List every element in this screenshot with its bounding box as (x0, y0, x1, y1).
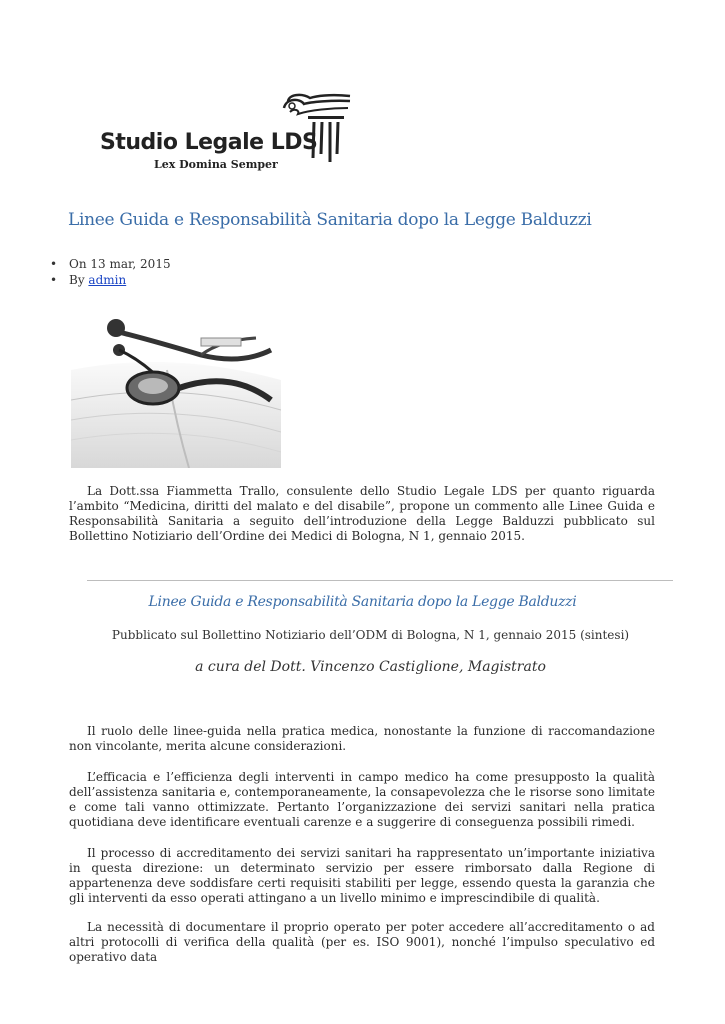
stethoscope-on-book-image (71, 310, 281, 468)
logo-motto: Lex Domina Semper (154, 158, 278, 171)
post-date: • On 13 mar, 2015 (50, 256, 171, 272)
article-author: a cura del Dott. Vincenzo Castiglione, Magistrato (195, 659, 546, 675)
post-author (50, 272, 171, 288)
logo-name: Studio Legale LDS (100, 130, 318, 155)
article-paragraph: La necessità di documentare il proprio operato per poter accedere all’accreditamento o ad altri protocolli di verifica della qualità (per es. ISO 9001), nonché l’impulso speculativo ed operativo data (69, 920, 655, 964)
intro-paragraph: La Dott.ssa Fiammetta Trallo, consulente dello Studio Legale LDS per quanto riguarda l’ambito “Medicina, diritti del malato e del disabile”, propone un commento alle Linee Guida e Responsabilità Sanitaria a seguito dell’introduzione della Legge Balduzzi pubblicato sul Bollettino Notiziario dell’Ordine dei Medici di Bologna, N 1, gennaio 2015. (69, 484, 655, 543)
article-paragraph: Il processo di accreditamento dei servizi sanitari ha rappresentato un’importante iniziativa in questa direzione: un determinato servizio per essere rimborsato dalla Regione di appartenenza deve soddisfare certi requisiti stabiliti per legge, essendo questa la garanzia che gli interventi da esso operati attingano a un livello minimo e imprescindibile di qualità. (69, 846, 655, 905)
divider (87, 580, 673, 581)
post-meta (50, 256, 171, 288)
article-paragraph: Il ruolo delle linee-guida nella pratica medica, nonostante la funzione di raccomandazione non vincolante, merita alcune considerazioni. (69, 724, 655, 753)
author-link[interactable]: admin (88, 273, 127, 287)
article-paragraph: L’efficacia e l’efficienza degli interventi in campo medico ha come presupposto la qualità dell’assistenza sanitaria e, contemporaneamente, la consapevolezza che le risorse sono limitate e come tali vanno ottimizzate. Pertanto l’organizzazione dei servizi sanitari nella pratica quotidiana deve identificare eventuali carenze e a suggerire di conseguenza possibili rimedi. (69, 770, 655, 829)
published-note: Pubblicato sul Bollettino Notiziario dell’ODM di Bologna, N 1, gennaio 2015 (sintesi) (111, 628, 630, 642)
post-title[interactable]: Linee Guida e Responsabilità Sanitaria dopo la Legge Balduzzi (68, 210, 592, 230)
site-logo[interactable] (100, 92, 360, 174)
article-title: Linee Guida e Responsabilità Sanitaria dopo la Legge Balduzzi (148, 594, 577, 610)
author-prefix: By (69, 273, 89, 287)
